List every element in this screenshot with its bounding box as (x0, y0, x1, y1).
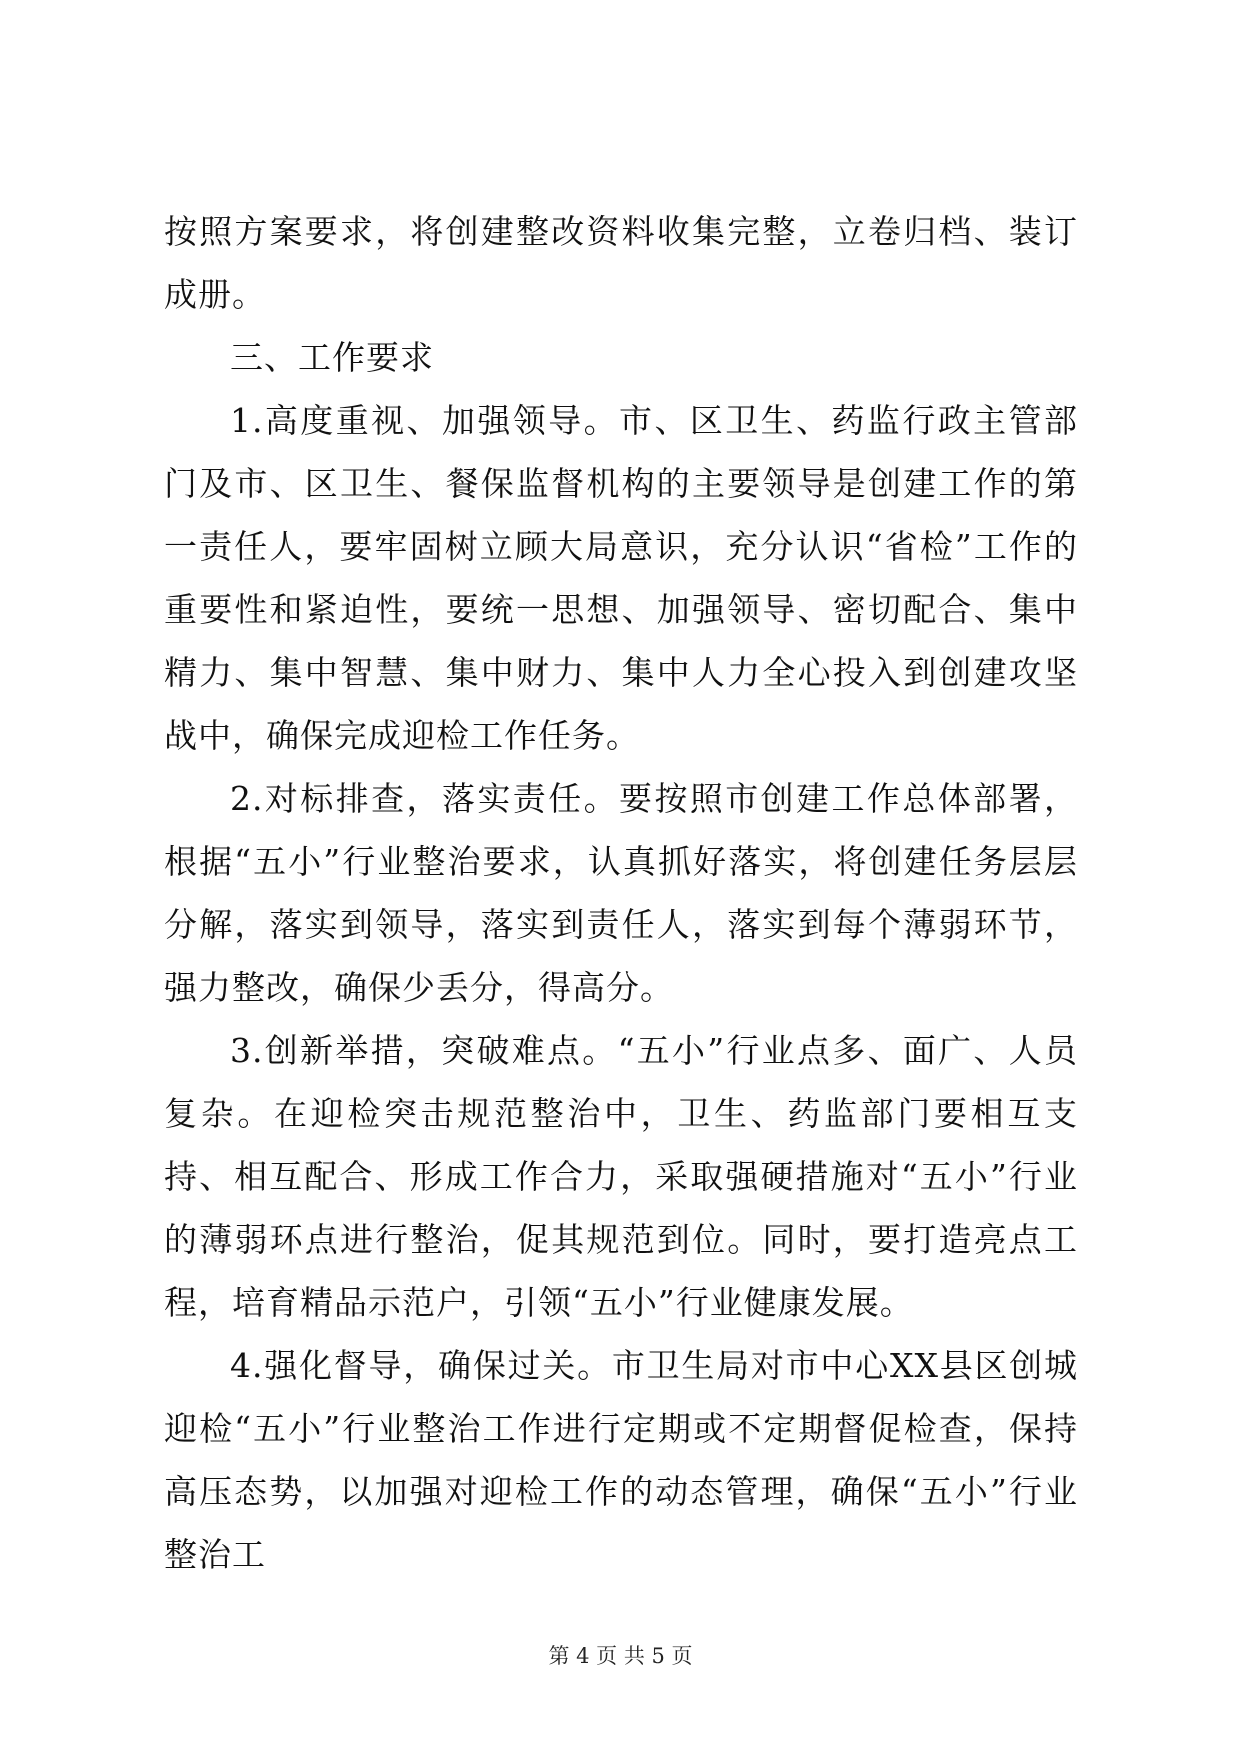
paragraph-item-3: 3.创新举措，突破难点。“五小”行业点多、面广、人员复杂。在迎检突击规范整治中，卫生、药监部门要相互支持、相互配合、形成工作合力，采取强硬措施对“五小”行业的薄弱环点进行整治，促其规范到位。同时，要打造亮点工程，培育精品示范户，引领“五小”行业健康发展。 (164, 1031, 1078, 1322)
section-heading-work-requirements: 三、工作要求 (230, 338, 434, 377)
document-body (164, 200, 1078, 1586)
paragraph-item-4: 4.强化督导，确保过关。市卫生局对市中心XX县区创城迎检“五小”行业整治工作进行定期或不定期督促检查，保持高压态势，以加强对迎检工作的动态管理，确保“五小”行业整治工 (164, 1346, 1078, 1574)
page-footer: 第 4 页 共 5 页 (548, 1644, 693, 1668)
paragraph-continuation: 按照方案要求，将创建整改资料收集完整，立卷归档、装订成册。 (164, 212, 1078, 314)
paragraph-item-1: 1.高度重视、加强领导。市、区卫生、药监行政主管部门及市、区卫生、餐保监督机构的主要领导是创建工作的第一责任人，要牢固树立顾大局意识，充分认识“省检”工作的重要性和紧迫性，要统一思想、加强领导、密切配合、集中精力、集中智慧、集中财力、集中人力全心投入到创建攻坚战中，确保完成迎检工作任务。 (164, 401, 1078, 755)
paragraph-item-2: 2.对标排查，落实责任。要按照市创建工作总体部署，根据“五小”行业整治要求，认真抓好落实，将创建任务层层分解，落实到领导，落实到责任人，落实到每个薄弱环节，强力整改，确保少丢分，得高分。 (164, 779, 1078, 1007)
